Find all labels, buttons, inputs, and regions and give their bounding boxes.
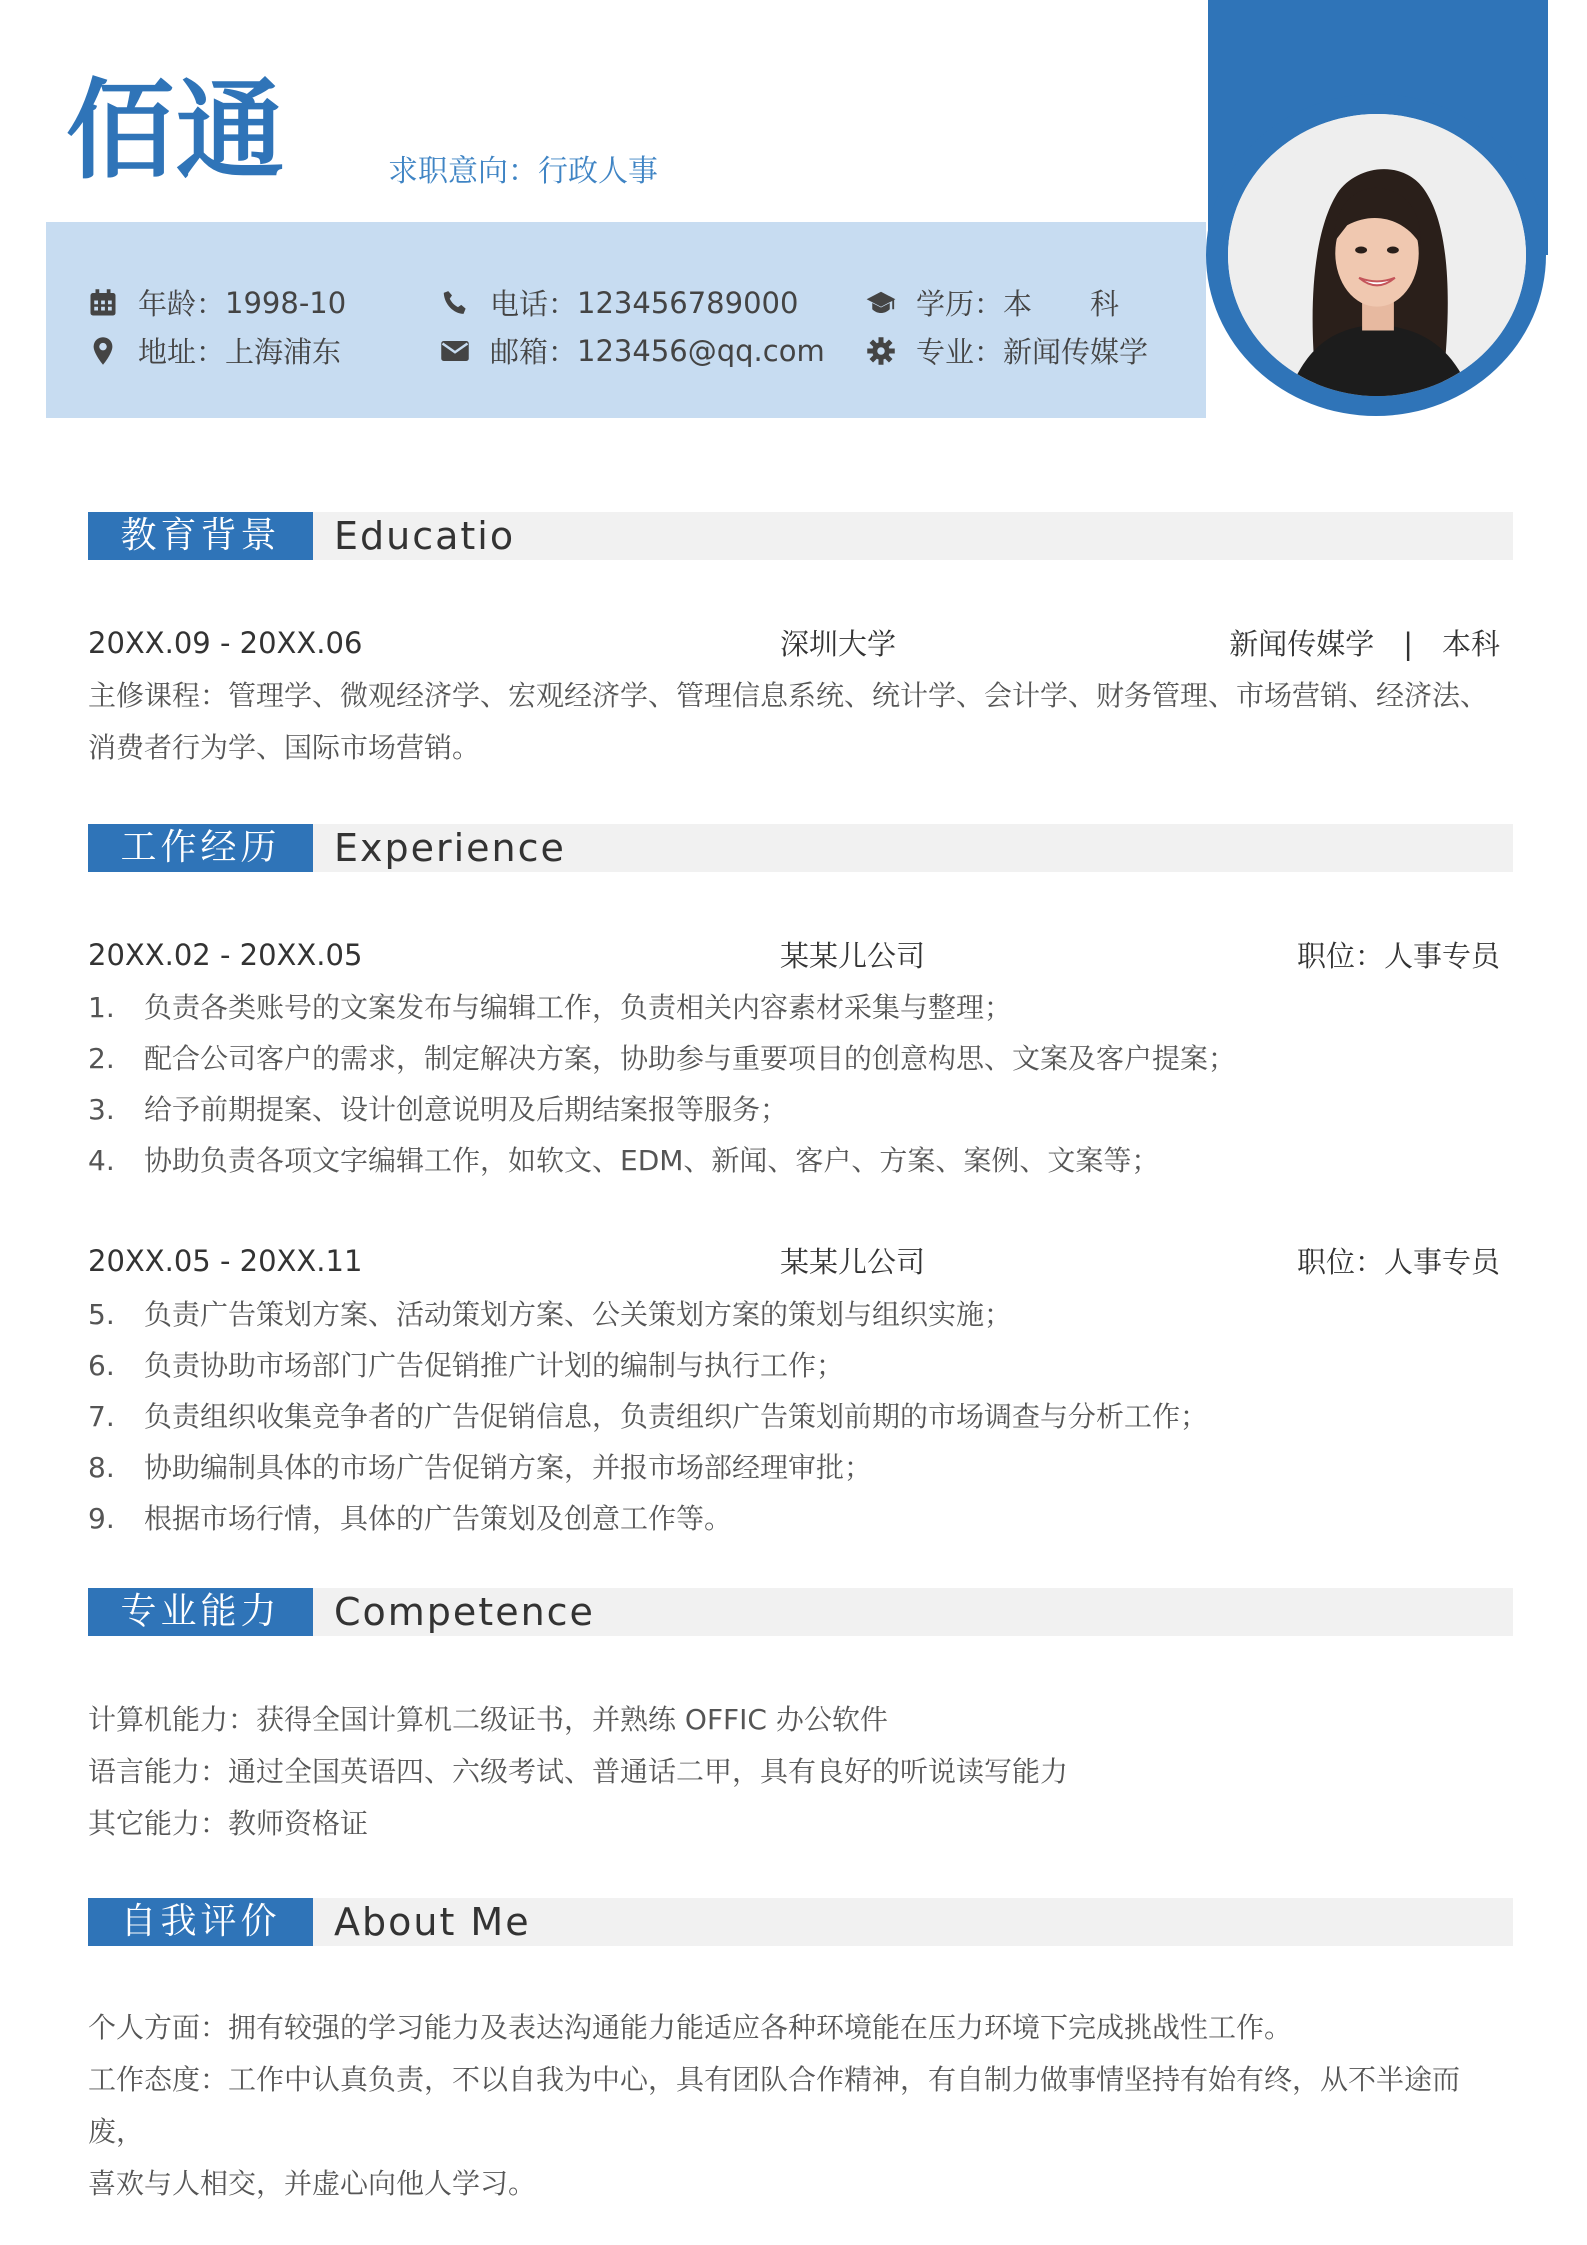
section-title-zh: 自我评价 bbox=[88, 1898, 313, 1946]
about-text bbox=[88, 2002, 1508, 2210]
info-degree: 学历： 本 科 bbox=[866, 282, 1119, 323]
list-item: 7. 负责组织收集竞争者的广告促销信息，负责组织广告策划前期的市场调查与分析工作； bbox=[88, 1400, 1209, 1433]
list-item: 8. 协助编制具体的市场广告促销方案，并报市场部经理审批； bbox=[88, 1451, 873, 1484]
section-title-zh: 工作经历 bbox=[88, 824, 313, 872]
job-intent-label: 求职意向： bbox=[388, 154, 538, 189]
info-email: 邮箱： 123456@qq.com bbox=[440, 330, 825, 371]
competence-item: 其它能力：教师资格证 bbox=[88, 1807, 369, 1840]
gear-icon bbox=[866, 336, 896, 366]
section-education bbox=[88, 512, 1513, 560]
list-item: 6. 负责协助市场部门广告促销推广计划的编制与执行工作； bbox=[88, 1349, 845, 1382]
mail-icon bbox=[440, 336, 470, 366]
section-title-zh: 教育背景 bbox=[88, 512, 313, 560]
about-line-3: 喜欢与人相交，并虚心向他人学习。 bbox=[88, 2167, 537, 2200]
section-title-en: About Me bbox=[334, 1900, 531, 1944]
phone-icon bbox=[440, 288, 470, 318]
experience-row-2 bbox=[88, 1240, 1500, 1281]
education-period: 20XX.09 - 20XX.06 bbox=[88, 625, 363, 660]
info-address: 地址： 上海浦东 bbox=[88, 330, 341, 371]
courses-line-2: 消费者行为学、国际市场营销。 bbox=[88, 731, 481, 764]
about-line-1: 个人方面：拥有较强的学习能力及表达沟通能力能适应各种环境能在压力环境下完成挑战性工作。 bbox=[88, 2011, 1293, 2044]
info-phone: 电话： 123456789000 bbox=[440, 282, 798, 323]
section-title-en: Experience bbox=[334, 826, 566, 870]
section-experience bbox=[88, 824, 1513, 872]
graduation-cap-icon bbox=[866, 288, 896, 318]
courses-label: 主修课程： bbox=[88, 679, 229, 712]
list-item: 2. 配合公司客户的需求，制定解决方案，协助参与重要项目的创意构思、文案及客户提案； bbox=[88, 1042, 1237, 1075]
experience-company: 某某儿公司 bbox=[780, 939, 926, 973]
job-intent bbox=[388, 146, 658, 190]
experience-row-1 bbox=[88, 934, 1500, 975]
about-line-2: 工作态度：工作中认真负责，不以自我为中心，具有团队合作精神，有自制力做事情坚持有始有终，从不半途而废， bbox=[88, 2063, 1461, 2148]
experience-period: 20XX.05 - 20XX.11 bbox=[88, 1243, 363, 1278]
experience-period: 20XX.02 - 20XX.05 bbox=[88, 937, 363, 972]
education-school: 深圳大学 bbox=[780, 627, 897, 661]
list-item: 3. 给予前期提案、设计创意说明及后期结案报等服务； bbox=[88, 1093, 789, 1126]
education-major-degree: 新闻传媒学 | 本科 bbox=[1229, 627, 1500, 661]
candidate-name: 佰通 bbox=[66, 69, 287, 194]
education-row bbox=[88, 622, 1500, 663]
info-major: 专业： 新闻传媒学 bbox=[866, 330, 1148, 371]
courses-line-1: 管理学、微观经济学、宏观经济学、管理信息系统、统计学、会计学、财务管理、市场营销、经济法、 bbox=[228, 679, 1489, 712]
section-competence bbox=[88, 1588, 1513, 1636]
section-about bbox=[88, 1898, 1513, 1946]
job-intent-value: 行政人事 bbox=[538, 154, 658, 189]
list-item: 9. 根据市场行情，具体的广告策划及创意工作等。 bbox=[88, 1502, 733, 1535]
experience-position: 职位：人事专员 bbox=[1296, 1245, 1500, 1279]
avatar bbox=[1228, 114, 1526, 396]
list-item: 5. 负责广告策划方案、活动策划方案、公关策划方案的策划与组织实施； bbox=[88, 1298, 1013, 1331]
list-item: 4. 协助负责各项文字编辑工作，如软文、EDM、新闻、客户、方案、案例、文案等； bbox=[88, 1144, 1160, 1177]
section-title-en: Educatio bbox=[334, 514, 516, 558]
experience-position: 职位：人事专员 bbox=[1296, 939, 1500, 973]
competence-item: 语言能力：通过全国英语四、六级考试、普通话二甲，具有良好的听说读写能力 bbox=[88, 1755, 1069, 1788]
location-pin-icon bbox=[88, 336, 118, 366]
experience-company: 某某儿公司 bbox=[780, 1245, 926, 1279]
list-item: 1. 负责各类账号的文案发布与编辑工作，负责相关内容素材采集与整理； bbox=[88, 991, 1013, 1024]
section-title-en: Competence bbox=[334, 1590, 595, 1634]
calendar-icon bbox=[88, 288, 118, 318]
competence-item: 计算机能力：获得全国计算机二级证书，并熟练 OFFIC 办公软件 bbox=[88, 1703, 888, 1736]
competence-list bbox=[88, 1694, 1508, 1850]
section-title-zh: 专业能力 bbox=[88, 1588, 313, 1636]
info-age: 年龄： 1998-10 bbox=[88, 282, 346, 323]
education-courses bbox=[88, 670, 1508, 774]
